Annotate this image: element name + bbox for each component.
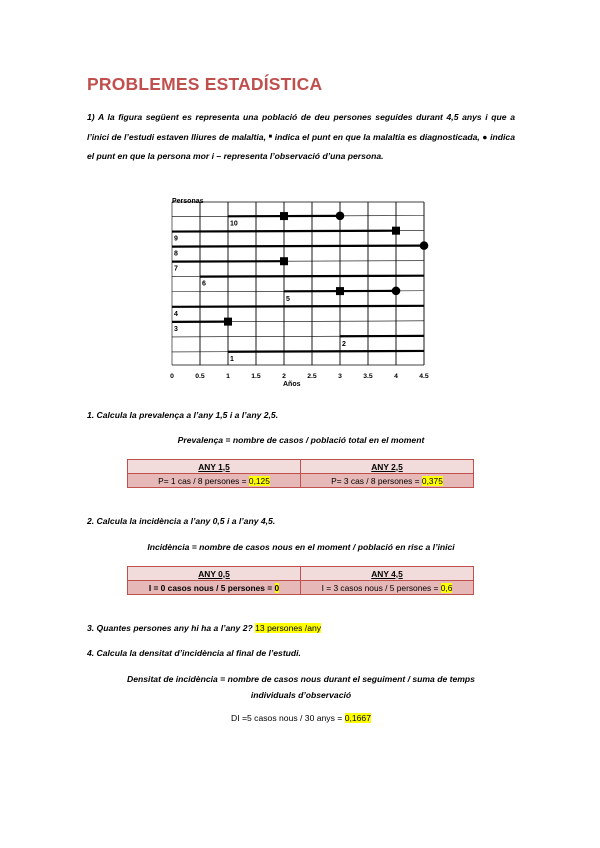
question-3-text: 3. Quantes persones any hi ha a l’any 2? (87, 623, 253, 633)
intro-paragraph (87, 108, 515, 167)
formula-line-2: individuals d’observació (250, 689, 352, 700)
x-tick-label: 3 (338, 373, 342, 380)
x-tick-label: 4.5 (419, 373, 429, 380)
header-any-4-5: ANY 4,5 (301, 567, 474, 581)
diagnosis-marker (280, 212, 288, 220)
x-tick-label: 4 (394, 373, 398, 380)
prevalence-table (127, 459, 474, 488)
cell-any-1-5 (128, 474, 301, 488)
formula-line-1: Densitat de incidència = nombre de casos nous durant el seguiment / suma de temps (127, 674, 475, 684)
person-label: 6 (202, 280, 206, 288)
death-marker (420, 241, 429, 250)
observation-line (172, 231, 396, 232)
person-label: 3 (174, 325, 178, 333)
cell-any-4-5 (301, 581, 474, 595)
cell-text: I = 3 casos nous / 5 persones = (321, 582, 441, 593)
x-tick-label: 0.5 (195, 373, 205, 380)
cell-text: I = 0 casos nous / 5 persones = (148, 582, 275, 593)
question-3 (87, 623, 321, 633)
person-label: 1 (230, 355, 234, 363)
x-tick-label: 0 (170, 373, 174, 380)
y-axis-label: Personas (172, 198, 204, 205)
x-tick-label: 2 (282, 373, 286, 380)
incidence-density-formula (87, 672, 515, 703)
x-tick-label: 1 (226, 373, 230, 380)
person-label: 10 (230, 220, 238, 228)
table-row (128, 581, 474, 595)
question-2: 2. Calcula la incidència a l’any 0,5 i a l’any 4,5. (87, 516, 276, 526)
diagnosis-marker (280, 257, 288, 265)
cell-any-2-5 (301, 474, 474, 488)
cell-text: P= 1 cas / 8 persones = (158, 475, 249, 486)
person-label: 9 (174, 235, 178, 243)
observation-line (172, 246, 424, 247)
person-label: 8 (174, 250, 178, 258)
death-marker (336, 212, 345, 221)
person-label: 4 (174, 310, 178, 318)
table-header-row (128, 460, 474, 474)
result-highlight: 0,125 (248, 475, 270, 486)
prevalence-formula: Prevalença = nombre de casos / població total en el moment (177, 435, 425, 445)
intro-text-1: 1) A la figura següent es representa una població de deu persones seguides durant 4,5 anys i que a l’inici de l’estudi estaven lliures de malaltia, (87, 112, 515, 142)
cohort-figure (162, 188, 438, 394)
result-highlight: 0,6 (440, 582, 453, 593)
diagnosis-marker (392, 227, 400, 235)
incidence-formula: Incidència = nombre de casos nous en el moment / població en risc a l’inici (147, 542, 455, 552)
death-marker (392, 287, 401, 296)
x-axis-label: Años (283, 381, 301, 388)
result-highlight: 0,1667 (344, 713, 371, 723)
diagnosis-marker (336, 287, 344, 295)
question-1: 1. Calcula la prevalença a l’any 1,5 i a l’any 2,5. (87, 410, 279, 420)
result-text: DI =5 casos nous / 30 anys = (231, 713, 345, 723)
result-highlight: 0,375 (421, 475, 443, 486)
table-header-row (128, 567, 474, 581)
x-tick-label: 1.5 (251, 373, 261, 380)
result-highlight: 0 (274, 582, 280, 593)
diagnosis-marker (224, 318, 232, 326)
observation-line (228, 351, 424, 352)
observation-line (172, 306, 424, 307)
header-any-2-5: ANY 2,5 (301, 460, 474, 474)
page-title: PROBLEMES ESTADÍSTICA (87, 74, 323, 94)
incidence-table (127, 566, 474, 595)
incidence-density-result (87, 713, 515, 723)
square-symbol: ■ (268, 133, 273, 140)
cell-any-0-5 (128, 581, 301, 595)
header-any-1-5: ANY 1,5 (128, 460, 301, 474)
intro-text-3: indica el punt en que la persona mor i – representa l’observació d’una persona. (87, 131, 515, 161)
person-label: 7 (174, 265, 178, 273)
header-any-0-5: ANY 0,5 (128, 567, 301, 581)
x-tick-label: 2.5 (307, 373, 317, 380)
question-3-answer: 13 persones /any (255, 623, 322, 633)
person-label: 2 (342, 340, 346, 348)
intro-text-2: indica el punt en que la malaltia es diagnosticada, (272, 131, 483, 142)
cell-text: P= 3 cas / 8 persones = (331, 475, 422, 486)
question-4: 4. Calcula la densitat d’incidència al final de l’estudi. (87, 648, 301, 658)
observation-line (200, 276, 424, 277)
circle-symbol: ● (482, 131, 488, 142)
person-label: 5 (286, 295, 290, 303)
x-tick-label: 3.5 (363, 373, 373, 380)
table-row (128, 474, 474, 488)
